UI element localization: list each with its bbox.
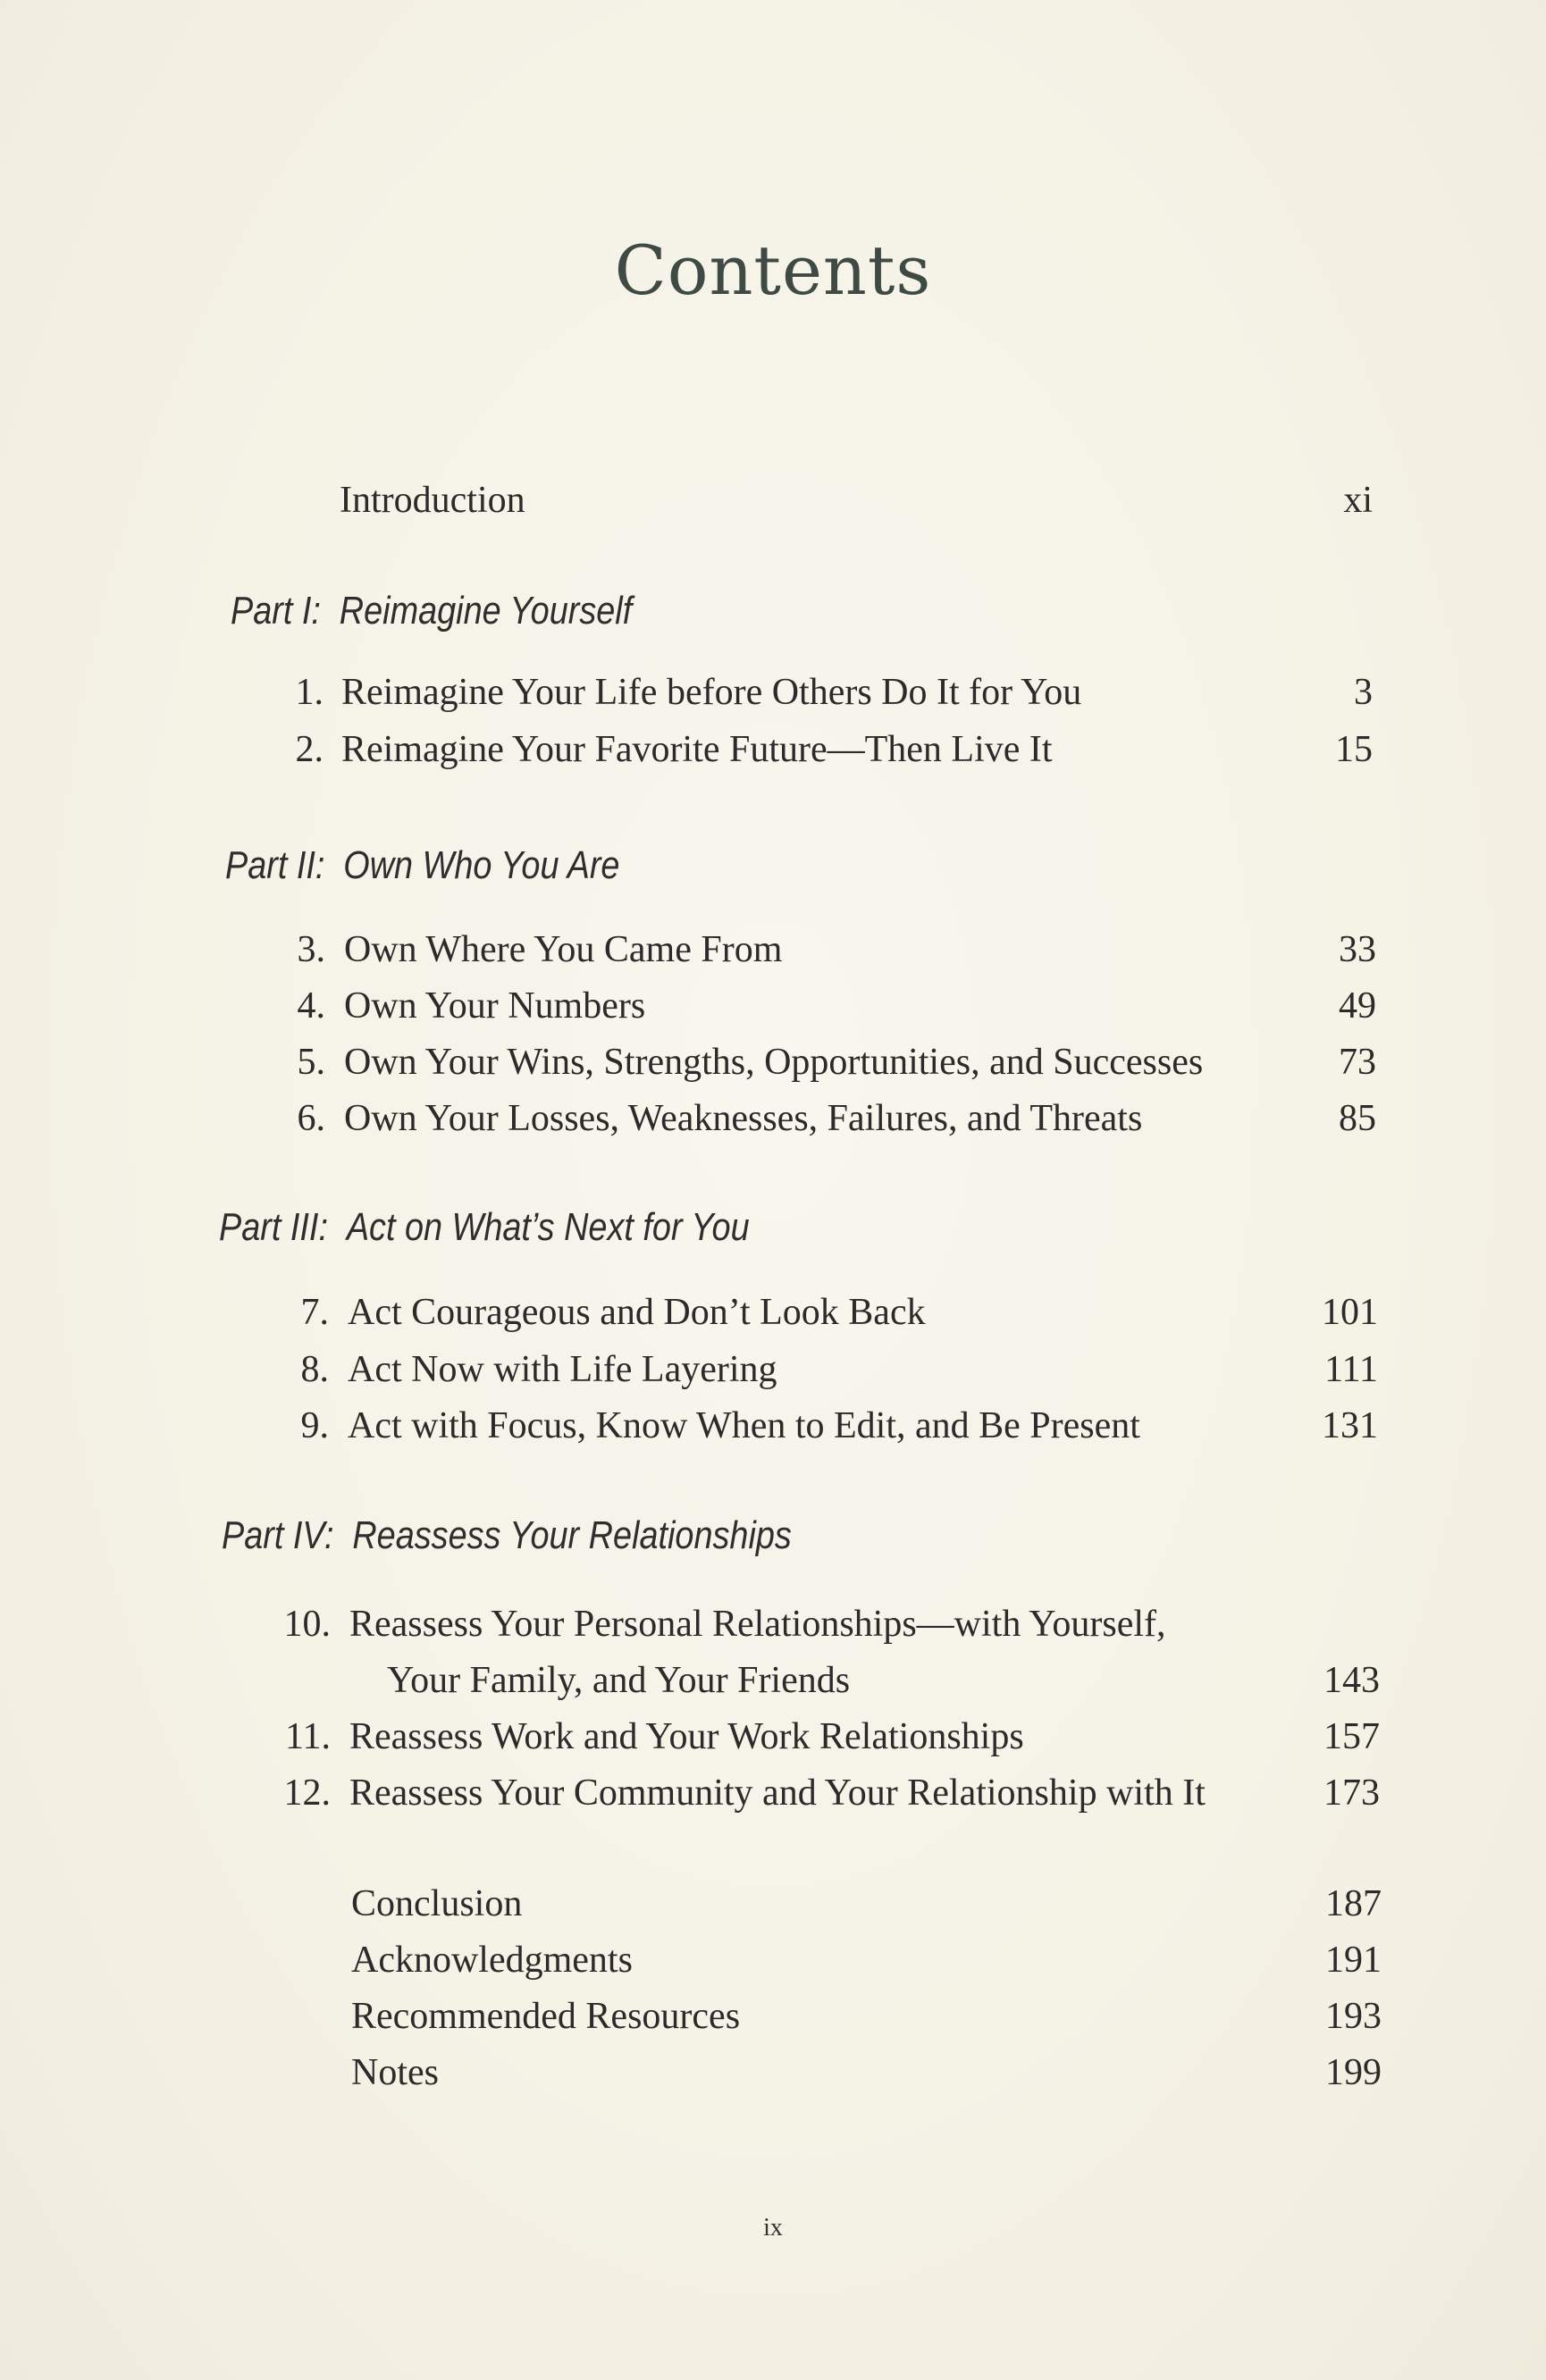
chapter-page: 33 [1339, 929, 1376, 970]
toc-entry-label: Notes [351, 2052, 439, 2093]
chapter-page: 173 [1323, 1772, 1380, 1814]
toc-entry-label: Introduction [340, 480, 525, 521]
chapter-number: 8. [300, 1349, 329, 1390]
page-title: Contents [614, 230, 932, 310]
toc-entry-page: 199 [1325, 2052, 1382, 2093]
chapter-title: Act with Focus, Know When to Edit, and Be Present [348, 1405, 1140, 1446]
chapter-title: Act Courageous and Don’t Look Back [348, 1292, 926, 1333]
chapter-title: Own Your Wins, Strengths, Opportunities, and Successes [344, 1042, 1204, 1083]
part-heading [231, 588, 632, 634]
chapter-title-line-2: Your Family, and Your Friends [387, 1660, 851, 1701]
chapter-title: Reassess Work and Your Work Relationships [349, 1716, 1024, 1757]
chapter-title: Reimagine Your Life before Others Do It for You [341, 672, 1082, 713]
chapter-number: 3. [297, 929, 325, 970]
toc-entry-page: 187 [1325, 1883, 1382, 1924]
chapter-number: 7. [300, 1292, 329, 1333]
chapter-title: Own Your Losses, Weaknesses, Failures, and Threats [344, 1098, 1143, 1139]
part-title: Act on What’s Next for You [346, 1205, 750, 1249]
part-heading [219, 1204, 750, 1251]
toc-entry-label: Acknowledgments [351, 1940, 633, 1981]
chapter-title: Own Where You Came From [344, 929, 783, 970]
toc-entry-label: Conclusion [351, 1883, 523, 1924]
toc-entry-page: 193 [1325, 1996, 1382, 2037]
chapter-page: 49 [1339, 985, 1376, 1027]
part-number: Part III: [219, 1205, 328, 1249]
page-folio: ix [763, 2214, 783, 2242]
chapter-title: Own Your Numbers [344, 985, 646, 1027]
part-title: Reimagine Yourself [339, 589, 633, 633]
chapter-page: 143 [1323, 1660, 1380, 1701]
chapter-page: 73 [1339, 1042, 1376, 1083]
part-title: Own Who You Are [343, 843, 620, 887]
part-number: Part IV: [222, 1513, 334, 1557]
chapter-title: Reassess Your Community and Your Relationship with It [349, 1772, 1206, 1814]
chapter-number: 11. [285, 1716, 331, 1757]
part-number: Part I: [231, 589, 321, 633]
chapter-page: 3 [1354, 672, 1373, 713]
chapter-number: 12. [283, 1772, 331, 1814]
chapter-page: 101 [1322, 1292, 1378, 1333]
chapter-number: 2. [295, 729, 323, 770]
part-heading [225, 842, 619, 889]
toc-entry-page: 191 [1325, 1940, 1382, 1981]
chapter-title: Act Now with Life Layering [348, 1349, 777, 1390]
part-title: Reassess Your Relationships [352, 1513, 792, 1557]
toc-entry-page: xi [1343, 480, 1373, 521]
chapter-number: 6. [297, 1098, 325, 1139]
part-number: Part II: [225, 843, 325, 887]
chapter-title: Reimagine Your Favorite Future—Then Live It [341, 729, 1053, 770]
chapter-page: 15 [1335, 729, 1373, 770]
chapter-number: 5. [297, 1042, 325, 1083]
chapter-number: 9. [300, 1405, 329, 1446]
chapter-page: 85 [1339, 1098, 1376, 1139]
part-heading [222, 1513, 792, 1559]
chapter-number: 4. [297, 985, 325, 1027]
chapter-title: Reassess Your Personal Relationships—with Yourself, [349, 1604, 1166, 1645]
chapter-number: 10. [283, 1604, 331, 1645]
chapter-page: 157 [1323, 1716, 1380, 1757]
chapter-page: 111 [1324, 1349, 1378, 1390]
chapter-number: 1. [295, 672, 323, 713]
toc-entry-label: Recommended Resources [351, 1996, 741, 2037]
chapter-page: 131 [1322, 1405, 1378, 1446]
